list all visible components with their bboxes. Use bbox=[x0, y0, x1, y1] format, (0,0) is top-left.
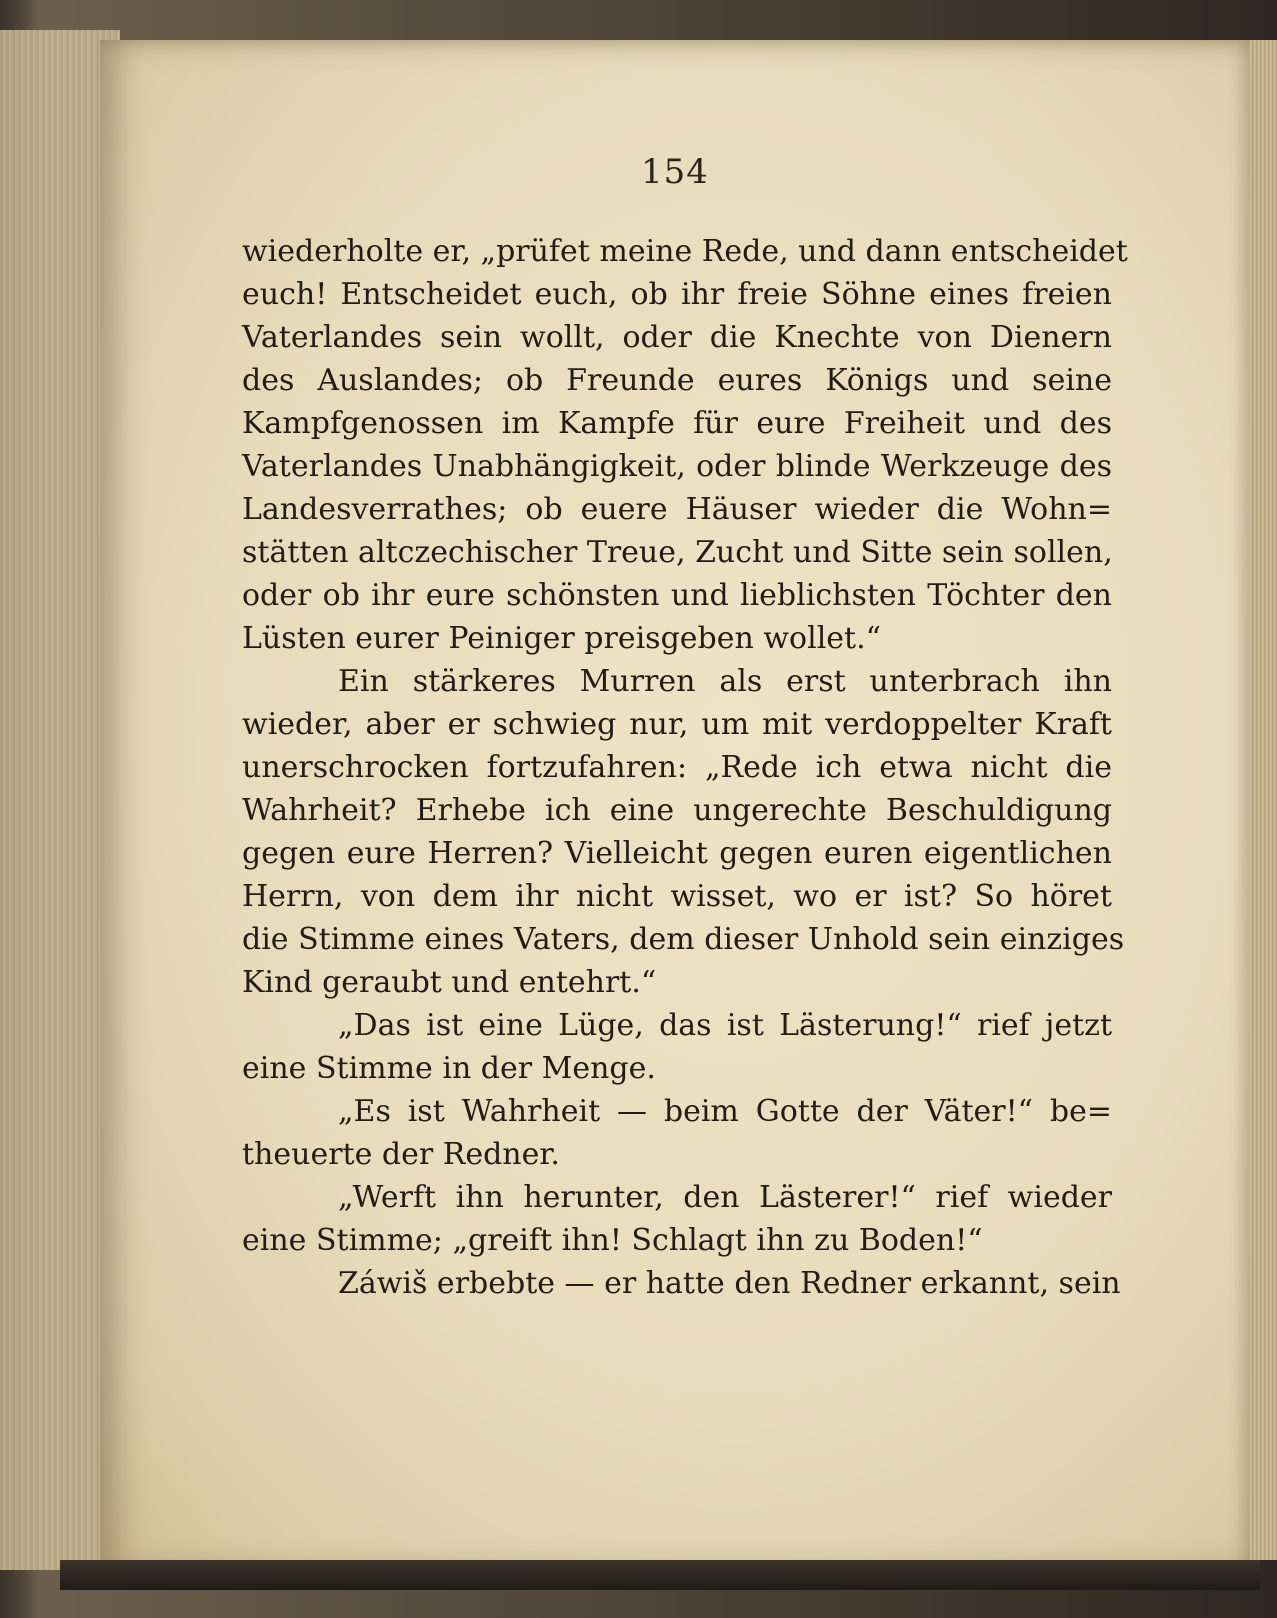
text-line: „Das ist eine Lüge, das ist Lästerung!“ rief jetzt bbox=[338, 1008, 1112, 1043]
text-line: Záwiš erbebte — er hatte den Redner erkannt, sein bbox=[338, 1266, 1121, 1301]
text-line: wieder, aber er schwieg nur, um mit verdoppelter Kraft bbox=[242, 707, 1112, 742]
text-line: Herrn, von dem ihr nicht wisset, wo er ist? So höret bbox=[242, 879, 1112, 914]
text-line: Vaterlandes Unabhängigkeit, oder blinde Werkzeuge des bbox=[242, 449, 1112, 484]
text-line: Vaterlandes sein wollt, oder die Knechte von Dienern bbox=[242, 320, 1112, 355]
text-line: stätten altczechischer Treue, Zucht und Sitte sein sollen, bbox=[242, 535, 1113, 570]
text-line: unerschrocken fortzufahren: „Rede ich etwa nicht die bbox=[242, 750, 1112, 785]
text-line: eine Stimme in der Menge. bbox=[242, 1051, 656, 1086]
book-page bbox=[100, 40, 1250, 1570]
text-line: oder ob ihr eure schönsten und lieblichsten Töchter den bbox=[242, 578, 1112, 613]
text-line: Ein stärkeres Murren als erst unterbrach ihn bbox=[338, 664, 1112, 699]
book-bottom-edge bbox=[60, 1560, 1260, 1590]
text-line: eine Stimme; „greift ihn! Schlagt ihn zu Boden!“ bbox=[242, 1223, 983, 1258]
text-line: „Werft ihn herunter, den Lästerer!“ rief wieder bbox=[338, 1180, 1112, 1215]
body-text bbox=[242, 230, 1128, 1305]
text-line: Lüsten eurer Peiniger preisgeben wollet.“ bbox=[242, 621, 881, 656]
text-line: Kampfgenossen im Kampfe für eure Freiheit und des bbox=[242, 406, 1112, 441]
text-line: „Es ist Wahrheit — beim Gotte der Väter!“ be= bbox=[338, 1094, 1112, 1129]
page-number: 154 bbox=[641, 152, 709, 192]
text-line: Landesverrathes; ob euere Häuser wieder die Wohn= bbox=[242, 492, 1112, 527]
text-line: gegen eure Herren? Vielleicht gegen euren eigentlichen bbox=[242, 836, 1112, 871]
text-line: des Auslandes; ob Freunde eures Königs und seine bbox=[242, 363, 1112, 398]
text-line: Wahrheit? Erhebe ich eine ungerechte Beschuldigung bbox=[242, 793, 1112, 828]
text-line: wiederholte er, „prüfet meine Rede, und dann entscheidet bbox=[242, 234, 1128, 269]
text-line: euch! Entscheidet euch, ob ihr freie Söhne eines freien bbox=[242, 277, 1112, 312]
text-line: theuerte der Redner. bbox=[242, 1137, 560, 1172]
text-line: Kind geraubt und entehrt.“ bbox=[242, 965, 657, 1000]
text-line: die Stimme eines Vaters, dem dieser Unhold sein einziges bbox=[242, 922, 1125, 957]
